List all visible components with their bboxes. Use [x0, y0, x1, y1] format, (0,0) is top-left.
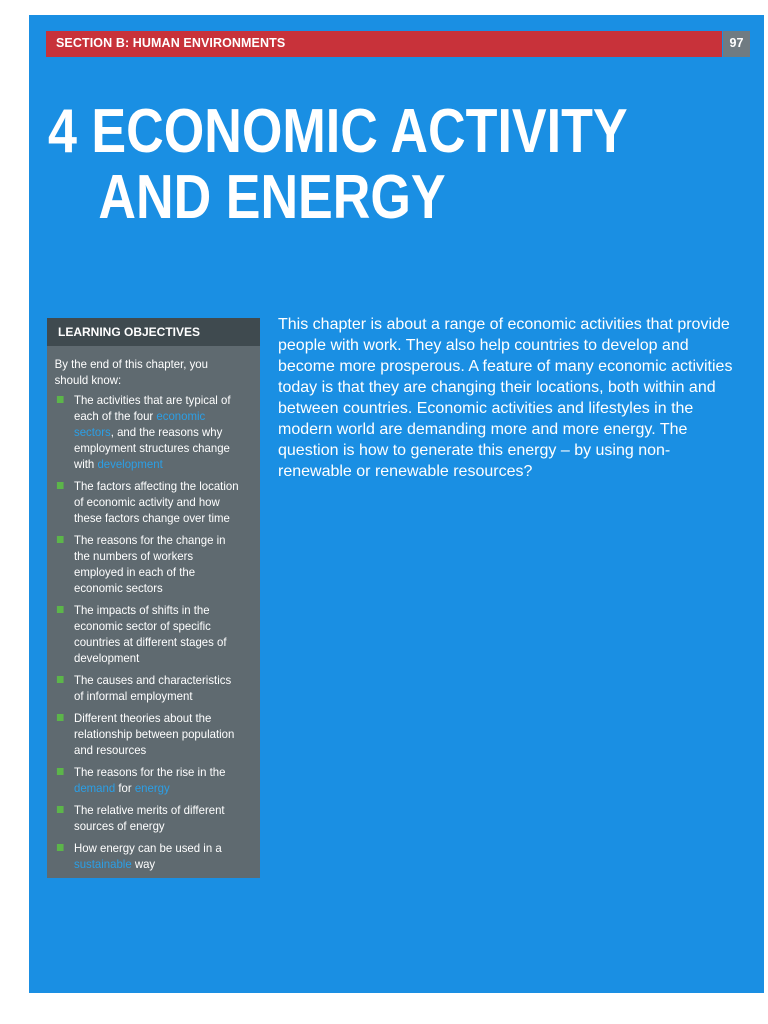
- objective-text: way: [131, 857, 156, 871]
- page-number: 97: [729, 36, 744, 50]
- keyword-link[interactable]: development: [97, 457, 163, 471]
- learning-objectives-intro: By the end of this chapter, you should know:: [54, 357, 208, 387]
- keyword-link[interactable]: energy: [134, 781, 170, 795]
- objective-text: The relative merits of different sources of energy: [74, 803, 225, 833]
- objective-text: The causes and characteristics of informal employment: [74, 673, 232, 703]
- learning-objectives-list: [47, 392, 260, 872]
- objective-item: [55, 392, 242, 472]
- objective-text: The impacts of shifts in the economic sector of specific countries at different stages of development: [74, 603, 227, 665]
- objective-item: [55, 840, 242, 872]
- learning-objectives-heading: LEARNING OBJECTIVES: [47, 318, 260, 346]
- bullet-square-icon: [57, 714, 64, 721]
- bullet-square-icon: [57, 396, 64, 403]
- objective-item: [55, 602, 242, 666]
- chapter-title: [48, 99, 628, 231]
- objective-text: , and the reasons why employment structures change with: [74, 425, 230, 471]
- chapter-title-line-1: 4 ECONOMIC ACTIVITY: [48, 97, 628, 166]
- objective-text: How energy can be used in a: [74, 841, 222, 855]
- bullet-square-icon: [57, 606, 64, 613]
- bullet-square-icon: [57, 844, 64, 851]
- objective-item: [55, 532, 242, 596]
- keyword-link[interactable]: economic sectors: [74, 409, 206, 439]
- objective-item: [55, 672, 242, 704]
- objective-text: The factors affecting the location of economic activity and how these factors change over time: [74, 479, 239, 525]
- keyword-link[interactable]: sustainable: [74, 857, 132, 871]
- bullet-square-icon: [57, 806, 64, 813]
- objective-text: The activities that are typical of each of the four: [74, 393, 231, 423]
- objective-item: [55, 710, 242, 758]
- objective-text: The reasons for the change in the numbers of workers employed in each of the economic sectors: [74, 533, 226, 595]
- objective-text: Different theories about the relationship between population and resources: [74, 711, 235, 757]
- chapter-intro-paragraph: This chapter is about a range of economic activities that provide people with work. They also help countries to develop and become more prosperous. A feature of many economic activities today is that they are changing their locations, both within and between countries. Economic activities and lifestyles in the modern world are demanding more and more energy. The question is how to generate this energy – by using non-renewable or renewable resources?: [278, 316, 733, 480]
- objective-item: [55, 478, 242, 526]
- learning-objectives-box: [47, 318, 260, 878]
- bullet-square-icon: [57, 482, 64, 489]
- section-title: SECTION B: HUMAN ENVIRONMENTS: [56, 36, 286, 50]
- bullet-square-icon: [57, 768, 64, 775]
- page: [29, 15, 764, 993]
- objective-item: [55, 764, 242, 796]
- objective-text: for: [115, 781, 135, 795]
- bullet-square-icon: [57, 676, 64, 683]
- objective-item: [55, 802, 242, 834]
- keyword-link[interactable]: demand: [74, 781, 116, 795]
- section-header-bar: [46, 31, 722, 57]
- page-number-box: [723, 31, 750, 57]
- objective-text: The reasons for the rise in the: [74, 765, 226, 779]
- chapter-title-line-2: AND ENERGY: [98, 163, 446, 232]
- bullet-square-icon: [57, 536, 64, 543]
